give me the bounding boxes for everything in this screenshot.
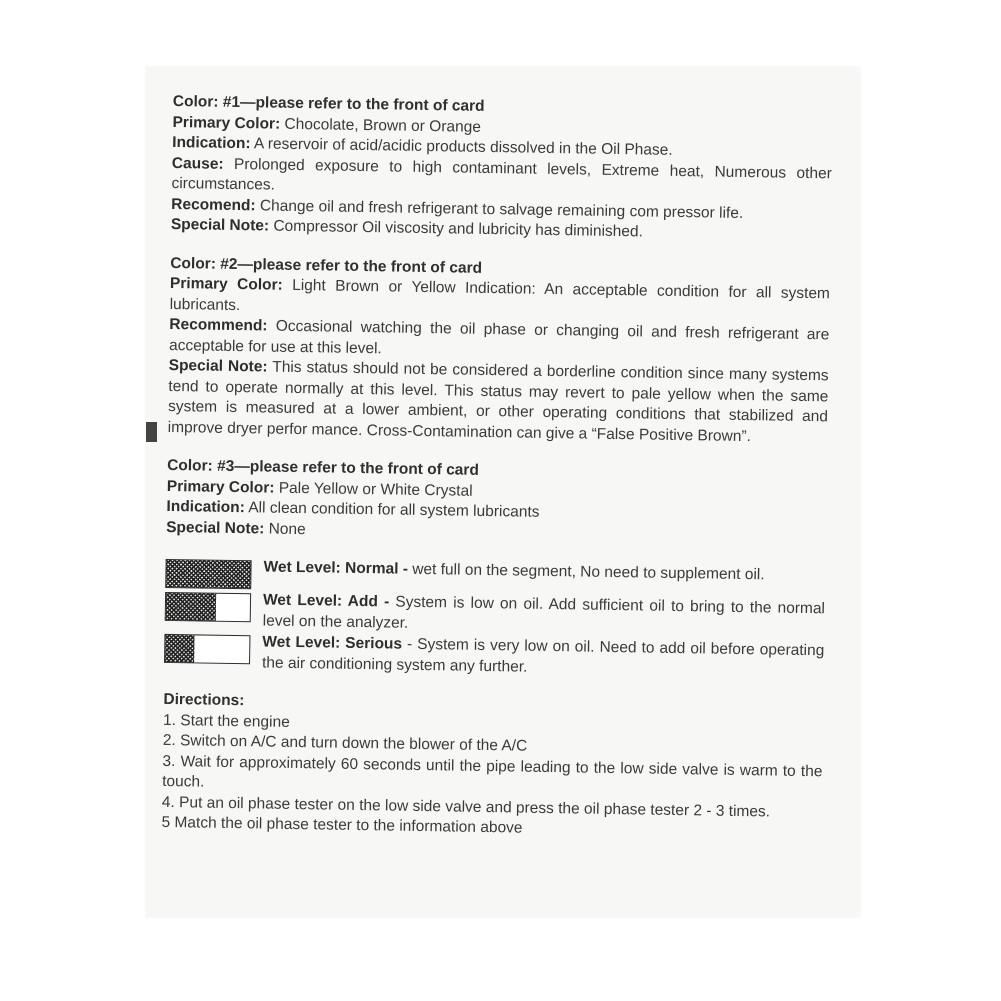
- row-text: Change oil and fresh refrigerant to salvage remaining com pressor life.: [255, 196, 744, 222]
- section-heading: Color: #2—please refer to the front of card: [170, 254, 483, 277]
- row-label: Recomend:: [171, 195, 256, 214]
- wet-level-label: Wet Level: Serious: [262, 633, 403, 653]
- row-label: Cause:: [171, 154, 224, 173]
- row-text: Light Brown or Yellow Indication: An acceptable condition for all system lubricants.: [169, 276, 831, 314]
- row-label: Special Note:: [166, 518, 265, 537]
- row-label: Primary Color:: [166, 477, 275, 497]
- wet-level-desc: System is low on oil. Add sufficient oil to bring to the normal level on the analyzer.: [262, 593, 826, 632]
- row-label: Recommend:: [169, 315, 268, 335]
- section-heading: Color: #1—please refer to the front of card: [172, 92, 485, 115]
- row-text: None: [264, 519, 306, 538]
- row-text: All clean condition for all system lubricants: [244, 499, 540, 521]
- directions-title: Directions:: [163, 690, 245, 710]
- wet-level-fill: [166, 593, 217, 621]
- wet-level-desc: wet full on the segment, No need to supplement oil.: [407, 560, 765, 584]
- wet-level-fill: [166, 560, 250, 588]
- row-text: Compressor Oil viscosity and lubricity has diminished.: [268, 217, 644, 241]
- direction-step: 5 Match the oil phase tester to the information above: [161, 813, 523, 837]
- directions: [161, 690, 823, 844]
- wet-level-desc: - System is very low on oil. Need to add oil before operating the air conditioning system any further.: [261, 635, 825, 676]
- wet-level-gauge: [165, 592, 251, 622]
- row-text: Prolonged exposure to high contaminant levels, Extreme heat, Numerous other circumstances.: [171, 155, 832, 194]
- wet-level-legend: [164, 556, 826, 682]
- row-text: Pale Yellow or White Crystal: [274, 479, 473, 500]
- wet-level-gauge: [165, 559, 251, 589]
- info-row: [168, 356, 829, 448]
- direction-step: 4. Put an oil phase tester on the low side valve and press the oil phase tester 2 - 3 times.: [161, 793, 771, 820]
- section-heading: Color: #3—please refer to the front of card: [166, 456, 480, 479]
- row-text: Chocolate, Brown or Orange: [280, 115, 482, 136]
- row-text: Occasional watching the oil phase or changing oil and fresh refrigerant are acceptable for use at this level.: [168, 317, 830, 357]
- row-label: Special Note:: [170, 215, 270, 235]
- instruction-card: [146, 67, 860, 917]
- wet-level-gauge: [164, 634, 250, 664]
- wet-level-text: [262, 632, 825, 682]
- direction-step: 3. Wait for approximately 60 seconds until the pipe leading to the low side valve is warm to the touch.: [162, 752, 823, 791]
- direction-step: 1. Start the engine: [163, 711, 290, 731]
- direction-step: 2. Switch on A/C and turn down the blower of the A/C: [162, 731, 528, 755]
- color-section-3: [166, 456, 827, 548]
- row-label: Primary Color:: [172, 113, 281, 133]
- row-label: Indication:: [166, 497, 245, 517]
- color-section-2: [168, 253, 831, 448]
- card-content: [161, 92, 833, 862]
- row-label: Indication:: [172, 133, 251, 153]
- color-section-1: [171, 92, 833, 246]
- row-text: A reservoir of acid/acidic products dissolved in the Oil Phase.: [250, 135, 673, 159]
- wet-level-label: Wet Level: Normal -: [263, 558, 409, 578]
- row-label: Special Note:: [168, 356, 268, 376]
- wet-level-text: [263, 557, 825, 586]
- row-label: Primary Color:: [169, 274, 283, 294]
- edge-marker: [146, 422, 157, 442]
- row-text: This status should not be considered a borderline condition since many systems tend to operate normally at this level. This status may revert to pale yellow when the same system is measured at a lower ambient, or other operating conditions that stabilized and improve dryer perfor mance. Cross-Contamination can give a “False Positive Brown”.: [167, 358, 829, 445]
- wet-level-label: Wet Level: Add -: [262, 591, 390, 611]
- wet-level-fill: [165, 635, 195, 662]
